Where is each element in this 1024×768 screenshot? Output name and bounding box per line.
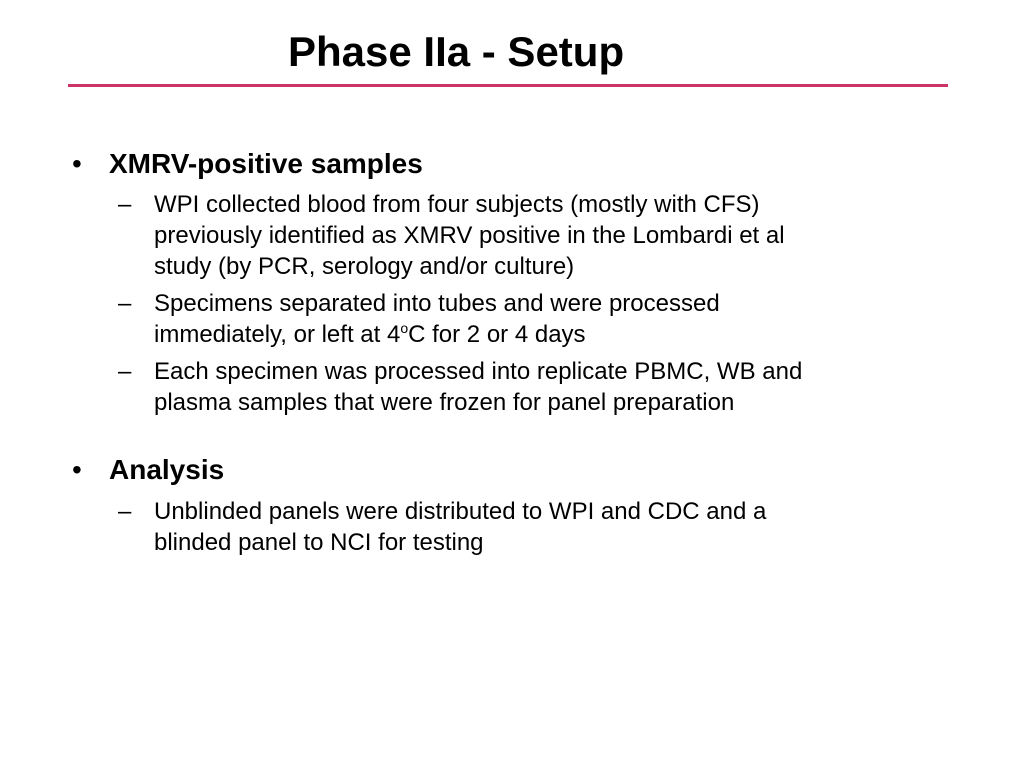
text-line: Unblinded panels were distributed to WPI and CDC and a	[154, 498, 767, 525]
bullet-dot: •	[72, 454, 82, 485]
text-line: WPI collected blood from four subjects (mostly with CFS)	[154, 191, 760, 218]
text-line: plasma samples that were frozen for panel preparation	[154, 389, 735, 416]
dash-marker: –	[118, 358, 132, 385]
text-line: Each specimen was processed into replicate PBMC, WB and	[154, 358, 803, 385]
degree-superscript: o	[400, 320, 409, 336]
sub-bullet-text	[154, 189, 934, 282]
sub-bullet-text	[154, 496, 934, 558]
dash-marker: –	[118, 290, 132, 317]
text-line: previously identified as XMRV positive in the Lombardi et al	[154, 222, 785, 249]
sub-bullet-text	[154, 356, 934, 418]
dash-marker: –	[118, 191, 132, 218]
text-segment: immediately, or left at 4	[154, 321, 401, 348]
title-divider	[68, 84, 948, 87]
section-heading: Analysis	[109, 454, 225, 485]
section-heading: XMRV-positive samples	[109, 148, 423, 179]
text-segment: C for 2 or 4 days	[408, 321, 586, 348]
sub-bullet-text	[154, 288, 934, 350]
dash-marker: –	[118, 498, 132, 525]
bullet-dot: •	[72, 148, 82, 179]
text-line: blinded panel to NCI for testing	[154, 529, 484, 556]
slide-title: Phase IIa - Setup	[288, 28, 625, 75]
text-line: study (by PCR, serology and/or culture)	[154, 253, 575, 280]
text-line	[154, 319, 934, 350]
text-line: Specimens separated into tubes and were processed	[154, 290, 720, 317]
